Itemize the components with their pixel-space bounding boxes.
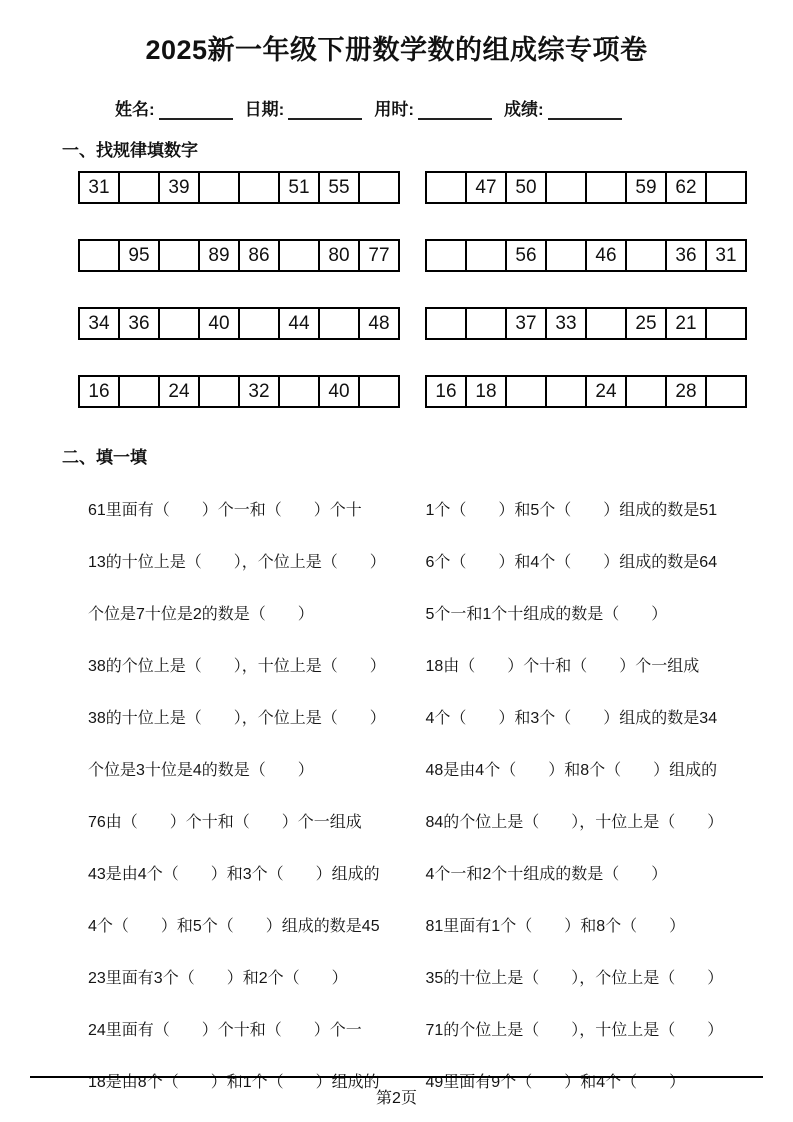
time-used-label: 用时:: [374, 100, 415, 119]
seq-cell: 46: [586, 240, 626, 271]
seq-cell: 32: [239, 376, 279, 407]
page-footer: [30, 1076, 763, 1108]
seq-cell: 16: [426, 376, 466, 407]
name-field: [115, 95, 233, 120]
sequence-table-8: [425, 375, 747, 408]
seq-cell: 25: [626, 308, 666, 339]
seq-cell: 40: [199, 308, 239, 339]
question: 49里面有9个（ ）和4个（ ）: [425, 1073, 686, 1091]
page-number: 第2页: [376, 1090, 417, 1107]
seq-cell-blank[interactable]: [586, 308, 626, 339]
seq-cell-blank[interactable]: [119, 376, 159, 407]
seq-cell: 51: [279, 172, 319, 203]
seq-cell-blank[interactable]: [546, 376, 586, 407]
seq-cell-blank[interactable]: [706, 308, 746, 339]
seq-cell: 24: [586, 376, 626, 407]
seq-cell: 21: [666, 308, 706, 339]
score-label: 成绩:: [504, 100, 544, 119]
section2-heading: 二、填一填: [62, 448, 147, 467]
seq-cell: 31: [706, 240, 746, 271]
seq-cell-blank[interactable]: [466, 308, 506, 339]
seq-cell-blank[interactable]: [199, 172, 239, 203]
question: 5个一和1个十组成的数是（ ）: [425, 605, 668, 623]
seq-cell: 80: [319, 240, 359, 271]
seq-cell: 37: [506, 308, 546, 339]
seq-cell-blank[interactable]: [319, 308, 359, 339]
question: 81里面有1个（ ）和8个（ ）: [425, 917, 686, 935]
question: 43是由4个（ ）和3个（ ）组成的: [88, 865, 380, 883]
fill-in-questions: [88, 482, 763, 1106]
seq-cell: 89: [199, 240, 239, 271]
seq-cell: 34: [79, 308, 119, 339]
seq-cell: 59: [626, 172, 666, 203]
sequence-table-3: [78, 239, 400, 272]
question: 38的十位上是（ ），个位上是（ ）: [88, 709, 386, 727]
sequence-table-5: [78, 307, 400, 340]
seq-cell-blank[interactable]: [159, 308, 199, 339]
sequence-table-4: [425, 239, 747, 272]
score-blank[interactable]: [548, 99, 622, 120]
seq-cell-blank[interactable]: [119, 172, 159, 203]
seq-cell: 24: [159, 376, 199, 407]
seq-cell: 31: [79, 172, 119, 203]
seq-cell: 39: [159, 172, 199, 203]
seq-cell: 62: [666, 172, 706, 203]
seq-cell: 50: [506, 172, 546, 203]
question: 个位是7十位是2的数是（ ）: [88, 605, 314, 623]
question: 13的十位上是（ ），个位上是（ ）: [88, 553, 386, 571]
table-row: [78, 239, 763, 272]
seq-cell: 36: [666, 240, 706, 271]
seq-cell-blank[interactable]: [426, 172, 466, 203]
seq-cell: 77: [359, 240, 399, 271]
seq-cell-blank[interactable]: [586, 172, 626, 203]
sequence-table-2: [425, 171, 747, 204]
seq-cell-blank[interactable]: [79, 240, 119, 271]
seq-cell-blank[interactable]: [279, 240, 319, 271]
seq-cell: 47: [466, 172, 506, 203]
question: 1个（ ）和5个（ ）组成的数是51: [425, 501, 718, 519]
seq-cell: 36: [119, 308, 159, 339]
sequence-tables: [78, 171, 763, 408]
seq-cell: 86: [239, 240, 279, 271]
time-used-field: [374, 95, 492, 120]
seq-cell-blank[interactable]: [546, 240, 586, 271]
seq-cell-blank[interactable]: [546, 172, 586, 203]
seq-cell: 55: [319, 172, 359, 203]
question: 71的个位上是（ ），十位上是（ ）: [425, 1021, 724, 1039]
seq-cell-blank[interactable]: [466, 240, 506, 271]
question: 35的十位上是（ ），个位上是（ ）: [425, 969, 724, 987]
question: 18由（ ）个十和（ ）个一组成: [425, 657, 700, 675]
seq-cell: 18: [466, 376, 506, 407]
seq-cell-blank[interactable]: [159, 240, 199, 271]
seq-cell-blank[interactable]: [506, 376, 546, 407]
date-label: 日期:: [244, 100, 285, 119]
question: 24里面有（ ）个十和（ ）个一: [88, 1021, 362, 1039]
sequence-table-7: [78, 375, 400, 408]
date-blank[interactable]: [288, 99, 362, 120]
question: 6个（ ）和4个（ ）组成的数是64: [425, 553, 718, 571]
question: 23里面有3个（ ）和2个（ ）: [88, 969, 348, 987]
seq-cell: 56: [506, 240, 546, 271]
seq-cell-blank[interactable]: [426, 240, 466, 271]
question: 4个一和2个十组成的数是（ ）: [425, 865, 668, 883]
question: 48是由4个（ ）和8个（ ）组成的: [425, 761, 718, 779]
question: 38的个位上是（ ），十位上是（ ）: [88, 657, 386, 675]
name-blank[interactable]: [159, 99, 233, 120]
date-field: [245, 95, 363, 120]
seq-cell-blank[interactable]: [359, 172, 399, 203]
seq-cell-blank[interactable]: [279, 376, 319, 407]
table-row: [78, 307, 763, 340]
seq-cell-blank[interactable]: [626, 240, 666, 271]
question: 18是由8个（ ）和1个（ ）组成的: [88, 1073, 380, 1091]
sequence-table-1: [78, 171, 400, 204]
question: 84的个位上是（ ），十位上是（ ）: [425, 813, 724, 831]
section1-heading: 一、找规律填数字: [62, 141, 198, 160]
time-used-blank[interactable]: [418, 99, 492, 120]
question: 61里面有（ ）个一和（ ）个十: [88, 501, 362, 519]
student-info-row: [115, 95, 763, 120]
seq-cell: 33: [546, 308, 586, 339]
seq-cell: 40: [319, 376, 359, 407]
seq-cell-blank[interactable]: [359, 376, 399, 407]
seq-cell-blank[interactable]: [706, 172, 746, 203]
seq-cell: 95: [119, 240, 159, 271]
table-row: [78, 375, 763, 408]
name-label: 姓名:: [115, 100, 155, 119]
sequence-table-6: [425, 307, 747, 340]
page-title: 2025新一年级下册数学数的组成综专项卷: [145, 35, 648, 65]
seq-cell: 48: [359, 308, 399, 339]
seq-cell-blank[interactable]: [199, 376, 239, 407]
question: 4个（ ）和3个（ ）组成的数是34: [425, 709, 718, 727]
score-field: [504, 95, 622, 120]
seq-cell-blank[interactable]: [626, 376, 666, 407]
seq-cell: 16: [79, 376, 119, 407]
table-row: [78, 171, 763, 204]
question: 个位是3十位是4的数是（ ）: [88, 761, 314, 779]
questions-right-column: [426, 482, 764, 1106]
questions-left-column: [88, 482, 426, 1106]
seq-cell-blank[interactable]: [239, 172, 279, 203]
question: 76由（ ）个十和（ ）个一组成: [88, 813, 362, 831]
seq-cell-blank[interactable]: [239, 308, 279, 339]
seq-cell: 28: [666, 376, 706, 407]
seq-cell-blank[interactable]: [706, 376, 746, 407]
seq-cell-blank[interactable]: [426, 308, 466, 339]
question: 4个（ ）和5个（ ）组成的数是45: [88, 917, 380, 935]
seq-cell: 44: [279, 308, 319, 339]
